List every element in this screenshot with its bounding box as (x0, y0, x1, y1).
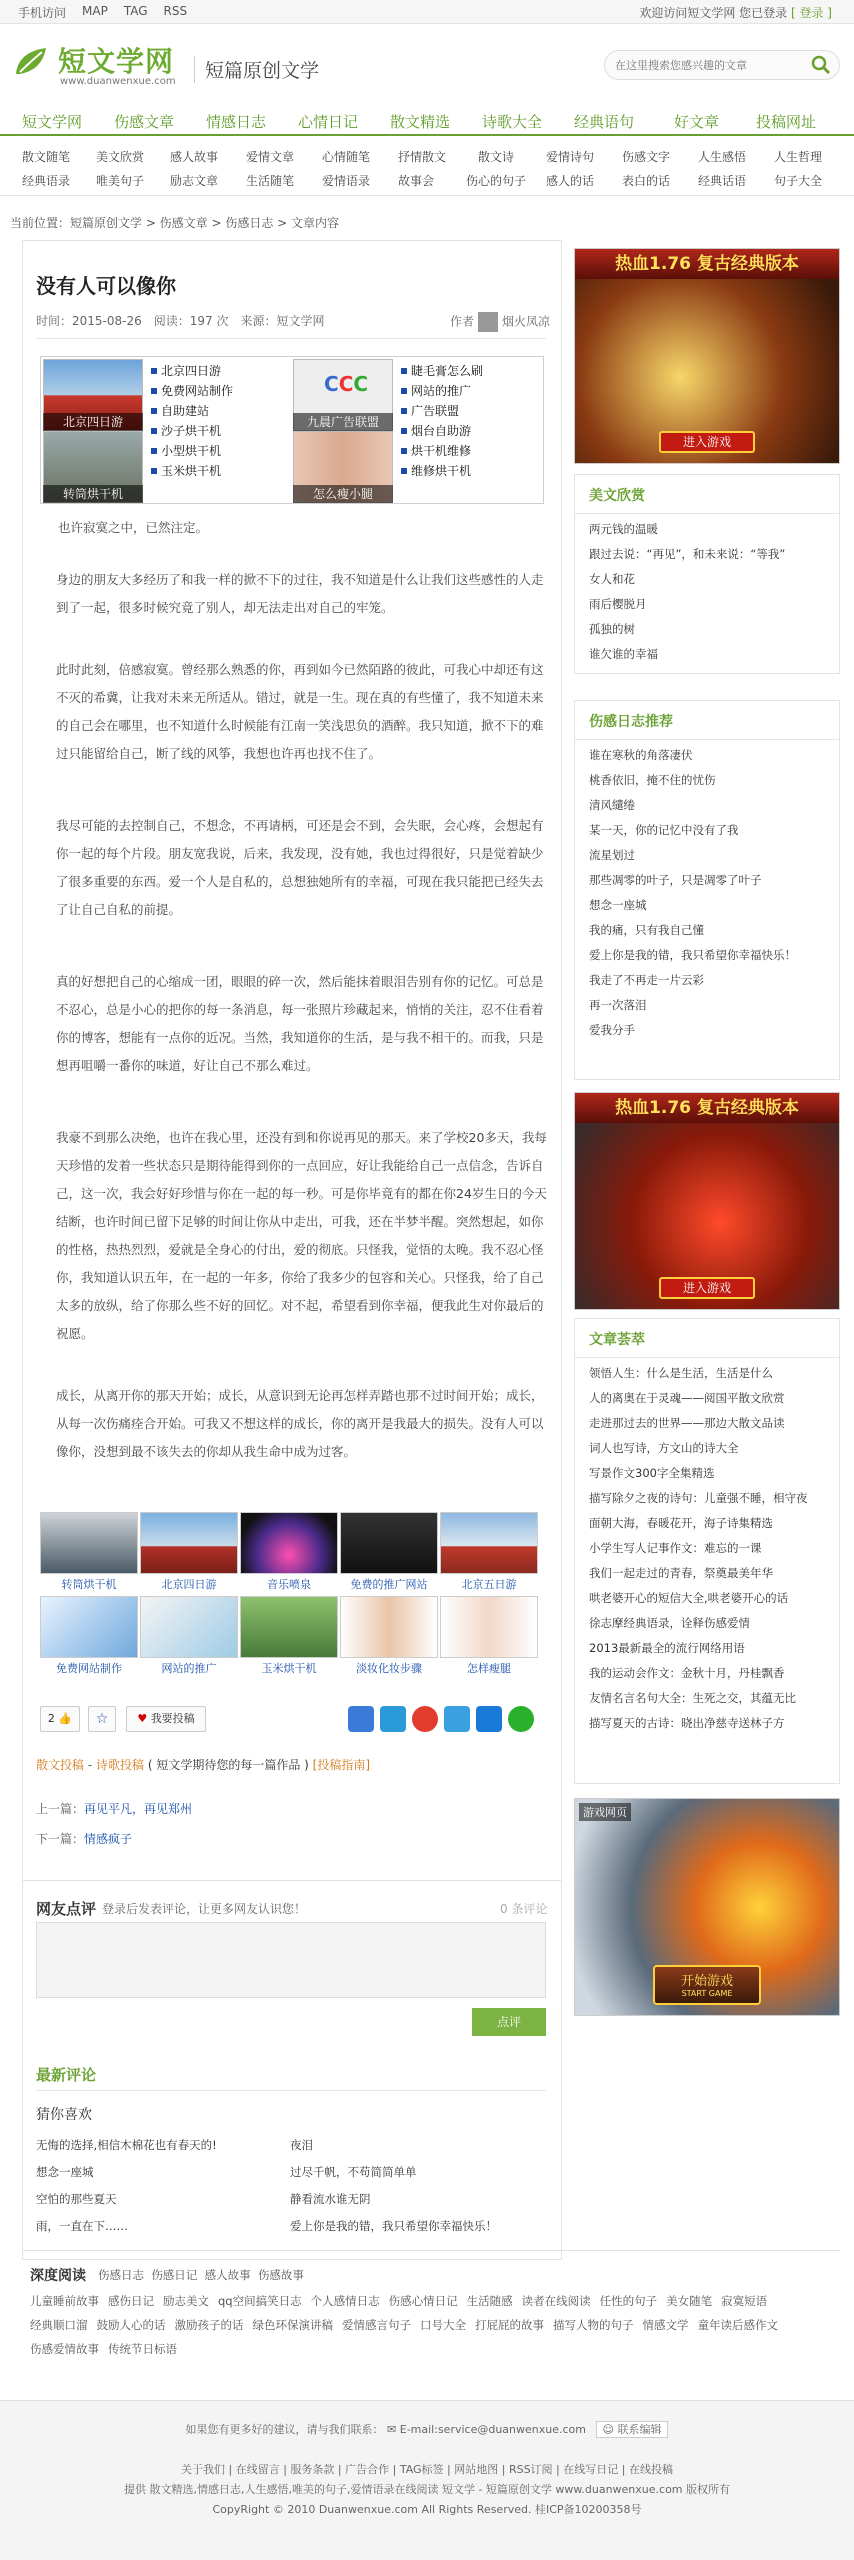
list-item[interactable]: 两元钱的温暖 (589, 522, 658, 536)
ad-links-col-1 (149, 361, 289, 481)
gallery-item[interactable] (440, 1512, 538, 1592)
game-ad-title: 热血1.76 复古经典版本 (575, 249, 839, 279)
nav-item-emotion[interactable]: 情感日志 (206, 113, 267, 131)
ad-link[interactable]: 沙子烘干机 (149, 421, 289, 441)
subnav-item[interactable]: 人生哲理 (774, 150, 823, 164)
article-paragraph: 也许寂寞之中，已然注定。 (58, 520, 209, 535)
deep-row-1 (30, 2293, 767, 2309)
comment-count: 0 条评论 (500, 1902, 548, 1916)
deep-link[interactable]: 口号大全 (420, 2318, 466, 2332)
subnav-item[interactable]: 励志文章 (170, 174, 219, 188)
divider (36, 338, 546, 339)
game-ad-3-label: 游戏网页 (579, 1803, 631, 1821)
gallery-image[interactable] (340, 1512, 438, 1574)
article-title: 没有人可以像你 (36, 274, 176, 298)
list-item[interactable]: 小学生写人记事作文：难忘的一课 (589, 1541, 762, 1555)
sidebar-meiwen-list (589, 517, 785, 667)
subnav-item[interactable]: 唯美句子 (96, 174, 145, 188)
gallery-image[interactable] (40, 1512, 138, 1574)
user-icon: ☺ (602, 2423, 614, 2436)
deep-tag[interactable]: 感人故事 (204, 2268, 251, 2282)
ad-link[interactable]: 烘干机维修 (399, 441, 539, 461)
start-game-label-en: START GAME (681, 1989, 733, 1998)
list-item[interactable]: 爱上你是我的错，我只希望你幸福快乐！ (589, 948, 796, 962)
comment-title: 网友点评 (36, 1900, 97, 1918)
gallery-item[interactable] (40, 1596, 138, 1676)
list-item[interactable]: 我们一起走过的青春，祭奠最美年华 (589, 1566, 773, 1580)
guess-link[interactable]: 想念一座城 (36, 2165, 94, 2179)
prev-article (36, 1794, 192, 1824)
submit-slogan: ( 短文学期待您的每一篇作品 ) (147, 1758, 309, 1772)
subnav-item[interactable]: 爱情诗句 (546, 150, 595, 164)
article-paragraph: 我豪不到那么决绝，也许在我心里，还没有到和你说再见的那天。来了学校20多天，我每天珍惜的发着一些状态只是期待能得到你的一点回应，好让我能给自己一点信念，告诉自己，这一次，我会好好珍惜与你在一起的每一秒。可是你毕竟有的都在你24岁生日的今天结断，也许时间已留下足够的时间让你从中走出，可我，还在半梦半醒。突然想起，如你的性格，热热烈烈，爱就是全身心的付出，爱的彻底。只怪我，觉悟的太晚。我不忍心怪你，我知道认识五年，在一起的一年多，你给了我多少的包容和关心。只怪我，给了自己太多的放纵，给了你那么些不好的回忆。对不起，希望看到你幸福，便我此生对你最后的祝愿。 (56, 1130, 547, 1341)
ad-link[interactable]: 网站的推广 (399, 381, 539, 401)
gallery-item[interactable] (440, 1596, 538, 1676)
search-icon[interactable] (811, 55, 831, 75)
divider (575, 1357, 839, 1358)
deep-link[interactable]: 读者在线阅读 (521, 2294, 591, 2308)
game-ad-title: 热血1.76 复古经典版本 (575, 1093, 839, 1123)
like-button[interactable] (40, 1706, 80, 1732)
submit-guide-link[interactable]: [投稿指南] (312, 1758, 371, 1772)
deep-link[interactable]: 个人感情日志 (310, 2294, 380, 2308)
guess-link[interactable]: 夜泪 (290, 2138, 313, 2152)
deep-reading-title: 深度阅读 (30, 2268, 86, 2284)
gallery-caption[interactable]: 免费网站制作 (56, 1662, 122, 1675)
ad-link[interactable]: 北京四日游 (149, 361, 289, 381)
list-item[interactable]: 面朝大海，春暖花开，海子诗集精选 (589, 1516, 773, 1530)
list-item[interactable]: 2013最新最全的流行网络用语 (589, 1641, 745, 1655)
top-link-rss[interactable]: RSS (163, 4, 188, 18)
gallery-image[interactable] (440, 1596, 538, 1658)
article-author (450, 312, 550, 332)
list-item[interactable]: 孤独的树 (589, 622, 635, 636)
gallery-caption[interactable]: 玉米烘干机 (261, 1662, 317, 1675)
gallery-caption[interactable]: 网站的推广 (161, 1662, 217, 1675)
sidebar-shanggan-list (589, 743, 796, 1043)
ad-caption[interactable]: 怎么瘦小腿 (293, 485, 393, 503)
breadcrumb[interactable]: 当前位置：短篇原创文学 > 伤感文章 > 伤感日志 > 文章内容 (10, 216, 340, 230)
next-article (36, 1824, 192, 1854)
enter-game-button[interactable]: 进入游戏 (659, 1277, 755, 1299)
gallery-image[interactable] (340, 1596, 438, 1658)
share-tencent-icon[interactable] (444, 1706, 470, 1732)
footer-contact-row (0, 2421, 854, 2437)
sidebar-wenxue-title: 文章荟萃 (589, 1332, 645, 1348)
gallery-item[interactable] (240, 1512, 338, 1592)
contact-editor-label: 联系编辑 (617, 2423, 662, 2436)
article-paragraph: 我尽可能的去控制自己，不想念，不再请柄，可还是会不到，会失眠，会心疼，会想起有你一起的每个片段。朋友宽我说，后来，我发现，没有她，我也过得很好，只是觉着缺少了很多重要的东西。爱一个人是自私的，总想独她所有的幸福，可现在我只能把已经失去了让自己自私的前提。 (56, 818, 544, 917)
prev-article-link[interactable]: 再见平凡，再见郑州 (84, 1802, 193, 1816)
gallery-caption[interactable]: 音乐喷泉 (267, 1578, 311, 1591)
deep-link[interactable]: qq空间搞笑日志 (218, 2294, 302, 2308)
divider (575, 513, 839, 514)
heart-icon: ♥ (137, 1712, 148, 1725)
sub-nav-row-1 (0, 146, 854, 168)
logo-url: www.duanwenxue.com (60, 76, 176, 87)
welcome-area (639, 4, 832, 21)
mail-icon: ✉ (387, 2423, 397, 2436)
deep-row-2 (30, 2317, 778, 2333)
list-item[interactable]: 领悟人生：什么是生活，生活是什么 (589, 1366, 773, 1380)
ad-caption[interactable]: 转筒烘干机 (43, 485, 143, 503)
ad-caption[interactable]: 九晨广告联盟 (293, 413, 393, 431)
gallery-item[interactable] (140, 1596, 238, 1676)
nav-item-good[interactable]: 好文章 (674, 113, 720, 131)
deep-row-3 (30, 2341, 177, 2357)
ad-link[interactable]: 烟台自助游 (399, 421, 539, 441)
gallery-image[interactable] (40, 1596, 138, 1658)
share-add-icon[interactable] (348, 1706, 374, 1732)
list-item[interactable]: 我的运动会作文：金秋十月，丹桂飘香 (589, 1666, 785, 1680)
subnav-item[interactable]: 人生感悟 (698, 150, 747, 164)
deep-link[interactable]: 生活随感 (466, 2294, 513, 2308)
nav-item-sad[interactable]: 伤感文章 (114, 113, 175, 131)
game-ad-3[interactable] (574, 1798, 840, 2016)
list-item[interactable]: 某一天，你的记忆中没有了我 (589, 823, 739, 837)
ad-link[interactable]: 自助建站 (149, 401, 289, 421)
game-ad-2[interactable] (574, 1092, 840, 1310)
gallery-caption[interactable]: 北京四日游 (161, 1578, 217, 1591)
subnav-item[interactable]: 故事会 (398, 174, 435, 188)
deep-link[interactable]: 任性的句子 (599, 2294, 658, 2308)
gallery-caption[interactable]: 淡妆化妆步骤 (356, 1662, 422, 1675)
gallery-image[interactable] (240, 1512, 338, 1574)
footer-contact: 如果您有更多好的建议，请与我们联系： (185, 2423, 384, 2436)
list-item[interactable]: 爱我分手 (589, 1023, 635, 1037)
logo-leaf-icon (12, 44, 54, 80)
thumb-up-icon: 👍 (58, 1712, 73, 1725)
subnav-item[interactable]: 经典语录 (22, 174, 71, 188)
divider (575, 739, 839, 740)
top-link-map[interactable]: MAP (82, 4, 108, 18)
prev-next (36, 1794, 192, 1854)
guess-link[interactable]: 无悔的选择,相信木棉花也有春天的! (36, 2138, 217, 2152)
list-item[interactable]: 女人和花 (589, 572, 635, 586)
sub-nav (0, 144, 854, 196)
subnav-item[interactable]: 爱情文章 (246, 150, 295, 164)
footer-desc: 提供 散文精选,情感日志,人生感悟,唯美的句子,爱情语录在线阅读 短文学 - 短篇原创文学 www.duanwenxue.com 版权所有 (123, 2483, 731, 2496)
deep-link[interactable]: 伤感心情日记 (388, 2294, 458, 2308)
latest-comments-title: 最新评论 (36, 2066, 97, 2084)
subnav-item[interactable]: 伤感文字 (622, 150, 671, 164)
comment-tip: 登录后发表评论，让更多网友认识您！ (102, 1902, 307, 1916)
ad-link[interactable]: 维修烘干机 (399, 461, 539, 481)
guess-link[interactable]: 爱上你是我的错，我只希望你幸福快乐！ (290, 2219, 497, 2233)
list-item[interactable]: 清风缱绻 (589, 798, 635, 812)
subnav-item[interactable]: 心情随笔 (322, 150, 371, 164)
guess-link[interactable]: 空怕的那些夏天 (36, 2192, 117, 2206)
ad-links-col-2 (399, 361, 539, 481)
nav-item-quotes[interactable]: 经典语句 (574, 113, 635, 131)
guess-title: 猜你喜欢 (36, 2107, 92, 2123)
ad-box (40, 356, 544, 504)
author-name[interactable]: 烟火凤凉 (502, 314, 551, 329)
gallery-item[interactable] (140, 1512, 238, 1592)
gallery-caption[interactable]: 怎样瘦腿 (467, 1662, 511, 1675)
list-item[interactable]: 我走了不再走一片云彩 (589, 973, 704, 987)
article-meta (36, 312, 325, 329)
start-game-button[interactable] (653, 1965, 761, 2005)
gallery-item[interactable] (240, 1596, 338, 1676)
article-source: 来源：短文学网 (240, 314, 325, 328)
prev-label: 上一篇： (36, 1802, 85, 1816)
article-reads: 阅读：197 次 (153, 314, 229, 328)
enter-game-button[interactable]: 进入游戏 (659, 431, 755, 453)
list-item[interactable]: 那些凋零的叶子，只是凋零了叶子 (589, 873, 762, 887)
poetry-submit-link[interactable]: 诗歌投稿 (95, 1758, 144, 1772)
article-paragraph: 真的好想把自己的心缩成一团，眼眼的碎一次，然后能抹着眼泪告别有你的记忆。可总是不忍心，总是小心的把你的每一条消息，每一张照片珍藏起来，悄悄的关注，忍不住看着你的博客，想能有一点你的近况。当然，我知道你的生活，是与我不相干的。而我，只是想再咀嚼一番你的味道，好让自己不那么难过。 (56, 974, 544, 1073)
ad-link[interactable]: 小型烘干机 (149, 441, 289, 461)
nav-item-submit[interactable]: 投稿网址 (756, 113, 817, 131)
ad-link[interactable]: 玉米烘干机 (149, 461, 289, 481)
article-time: 时间：2015-08-26 (36, 314, 142, 328)
list-item[interactable]: 哄老婆开心的短信大全,哄老婆开心的话 (589, 1591, 789, 1605)
list-item[interactable]: 描写夏天的古诗：晓出净慈寺送林子方 (589, 1716, 785, 1730)
subnav-item[interactable]: 抒情散文 (398, 150, 447, 164)
contact-editor-button[interactable] (596, 2421, 669, 2438)
gallery-caption[interactable]: 免费的推广网站 (350, 1578, 428, 1591)
deep-tag[interactable]: 伤感日记 (151, 2268, 198, 2282)
deep-reading (22, 2250, 840, 2360)
deep-tag[interactable]: 伤感日志 (98, 2268, 144, 2282)
ad-logo-text: CCC (324, 372, 369, 396)
submit-article-button[interactable] (126, 1706, 206, 1732)
search-box (604, 50, 840, 80)
ad-link[interactable]: 广告联盟 (399, 401, 539, 421)
top-link-mobile[interactable]: 手机访问 (18, 6, 67, 20)
list-item[interactable]: 雨后樱脱月 (589, 597, 647, 611)
next-label: 下一篇： (36, 1832, 85, 1846)
subnav-item[interactable]: 经典话语 (698, 174, 747, 188)
deep-reading-tags (98, 2267, 304, 2283)
share-weibo-icon[interactable] (412, 1706, 438, 1732)
start-game-label: 开始游戏 (680, 1974, 733, 1989)
gallery-image[interactable] (240, 1596, 338, 1658)
subnav-item[interactable]: 爱情语录 (322, 174, 371, 188)
submit-links: 散文投稿 - 诗歌投稿 ( 短文学期待您的每一篇作品 ) [投稿指南] (36, 1758, 371, 1772)
deep-link[interactable]: 绿色环保演讲稿 (252, 2318, 333, 2332)
sidebar-meiwen (574, 474, 840, 674)
list-item[interactable]: 跟过去说：“再见”，和未来说：“等我” (589, 547, 786, 561)
list-item[interactable]: 流星划过 (589, 848, 635, 862)
deep-link[interactable]: 描写人物的句子 (553, 2318, 634, 2332)
sub-nav-row-2 (0, 170, 854, 192)
ad-link[interactable]: 免费网站制作 (149, 381, 289, 401)
ad-caption[interactable]: 北京四日游 (43, 413, 143, 431)
subnav-item[interactable]: 表白的话 (622, 174, 671, 188)
share-qzone-icon[interactable] (380, 1706, 406, 1732)
submit-article-label: 我要投稿 (150, 1712, 195, 1725)
gallery-item[interactable] (340, 1596, 438, 1676)
deep-link[interactable]: 鼓励人心的话 (96, 2318, 166, 2332)
main-nav (0, 106, 854, 136)
list-item[interactable]: 徐志摩经典语录，诠释伤感爱情 (589, 1616, 750, 1630)
subnav-item[interactable]: 伤心的句子 (466, 174, 527, 188)
top-bar (0, 0, 854, 24)
deep-link[interactable]: 情感文学 (642, 2318, 689, 2332)
comment-submit-button[interactable]: 点评 (472, 2008, 546, 2036)
gallery-item[interactable] (340, 1512, 438, 1592)
nav-item-diary[interactable]: 心情日记 (298, 113, 359, 131)
list-item[interactable]: 谁在寒秋的角落凄伏 (589, 748, 693, 762)
ad-link[interactable]: 睫毛膏怎么刷 (399, 361, 539, 381)
deep-tag[interactable]: 伤感故事 (257, 2268, 304, 2282)
sidebar-wenxue-list (589, 1361, 833, 1736)
list-item[interactable]: 人的离奥在于灵魂——阅国平散文欣赏 (589, 1391, 785, 1405)
gallery-image[interactable] (140, 1512, 238, 1574)
gallery-caption[interactable]: 转筒烘干机 (61, 1578, 117, 1591)
sidebar-meiwen-title: 美文欣赏 (589, 488, 645, 504)
deep-link[interactable]: 寂寞短语 (721, 2294, 768, 2308)
deep-link[interactable]: 感伤日记 (108, 2294, 154, 2308)
nav-item-prose[interactable]: 散文精选 (390, 113, 451, 131)
game-ad-1[interactable] (574, 248, 840, 464)
footer-links[interactable]: 关于我们 | 在线留言 | 服务条款 | 广告合作 | TAG标签 | 网站地图 | RSS订阅 | 在线写日记 | 在线投稿 (181, 2463, 673, 2476)
gallery-item[interactable] (40, 1512, 138, 1592)
list-item[interactable]: 友情名言名句大全：生死之交，其蕴无比 (589, 1691, 796, 1705)
top-link-tag[interactable]: TAG (123, 4, 148, 18)
subnav-item[interactable]: 句子大全 (774, 174, 823, 188)
list-item[interactable]: 走进那过去的世界——那边大散文品读 (589, 1416, 785, 1430)
deep-link[interactable]: 激励孩子的话 (174, 2318, 244, 2332)
gallery-image[interactable] (140, 1596, 238, 1658)
divider (36, 2090, 546, 2091)
subnav-item[interactable]: 感人故事 (170, 150, 219, 164)
deep-link[interactable]: 爱情感言句子 (342, 2318, 411, 2332)
logo-slogan: 短篇原创文学 (194, 56, 319, 83)
deep-link[interactable]: 励志美文 (163, 2294, 209, 2308)
sidebar-shanggan (574, 700, 840, 1080)
guess-link[interactable]: 过尽千帆，不苟简简单单 (290, 2165, 417, 2179)
footer-copyright: CopyRight © 2010 Duanwenxue.com All Rights Reserved. 桂ICP备10200358号 (212, 2503, 642, 2516)
deep-link[interactable]: 传统节日标语 (108, 2342, 177, 2356)
nav-item-poetry[interactable]: 诗歌大全 (482, 113, 543, 131)
top-links (18, 4, 187, 21)
guess-list-left (36, 2132, 276, 2240)
article-paragraph: 成长，从离开你的那天开始；成长，从意识到无论再怎样弄踏也那不过时间开始；成长，从每一次伤痛痊合开始。可我又不想这样的成长，你的离开是我最大的损失。没有人可以像你，没想到最不该失去的你却从我生命中成为过客。 (56, 1388, 544, 1459)
author-label: 作者 (450, 314, 475, 329)
list-item[interactable]: 我的痛，只有我自己懂 (589, 923, 704, 937)
guess-link[interactable]: 静看流水谁无阴 (290, 2192, 371, 2206)
like-count: 2 (47, 1712, 55, 1725)
avatar[interactable] (478, 312, 498, 332)
guess-link[interactable]: 雨，一直在下…… (36, 2219, 128, 2233)
deep-link[interactable]: 经典顺口溜 (30, 2318, 88, 2332)
gallery-caption[interactable]: 北京五日游 (461, 1578, 517, 1591)
logo-title[interactable]: 短文学网 (58, 45, 175, 78)
list-item[interactable]: 再一次落泪 (589, 998, 647, 1012)
search-input[interactable] (615, 57, 805, 73)
subnav-item[interactable]: 散文诗 (478, 150, 515, 164)
article-paragraph: 身边的朋友大多经历了和我一样的掀不下的过往，我不知道是什么让我们这些感性的人走到了一起，很多时候究竟了别人，却无法走出对自己的牢笼。 (56, 572, 544, 615)
share-renren-icon[interactable] (476, 1706, 502, 1732)
list-item[interactable]: 写景作文300字全集精选 (589, 1466, 715, 1480)
subnav-item[interactable]: 散文随笔 (22, 150, 71, 164)
next-article-link[interactable]: 情感疯子 (84, 1832, 133, 1846)
article-paragraph: 此时此刻，倍感寂寞。曾经那么熟悉的你，再到如今已然陌路的彼此，可我心中却还有这不灭的希冀，让我对未来无所适从。错过，就是一生。现在真的有些懂了，我不知道未来的自己会在哪里，也不知道什么时候能有江南一笑浅思负的酒醉。我只知道，掀不下的难过只能留给自己，断了线的风筝，我想也许再也找不住了。 (56, 662, 544, 761)
deep-link[interactable]: 打屁屁的故事 (475, 2318, 544, 2332)
welcome-text: 欢迎访问短文学网 您已登录 (639, 6, 788, 20)
share-wechat-icon[interactable] (508, 1706, 534, 1732)
deep-link[interactable]: 童年读后感作文 (697, 2318, 778, 2332)
login-link[interactable]: [ 登录 ] (791, 6, 832, 20)
deep-link[interactable]: 美女随笔 (666, 2294, 713, 2308)
list-item[interactable]: 词人也写诗，方文山的诗大全 (589, 1441, 739, 1455)
prose-submit-link[interactable]: 散文投稿 (36, 1758, 85, 1772)
subnav-item[interactable]: 感人的话 (546, 174, 595, 188)
image-gallery (40, 1512, 540, 1688)
footer-email[interactable]: E-mail:service@duanwenxue.com (399, 2423, 586, 2436)
list-item[interactable]: 桃香依旧，掩不住的忧伤 (589, 773, 716, 787)
sidebar-wenxue (574, 1318, 840, 1784)
list-item[interactable]: 描写除夕之夜的诗句：儿童强不睡，相守夜 (589, 1491, 808, 1505)
deep-link[interactable]: 伤感爱情故事 (30, 2342, 99, 2356)
footer (0, 2400, 854, 2560)
article-actions (40, 1706, 540, 1736)
sidebar-shanggan-title: 伤感日志推荐 (589, 714, 673, 730)
list-item[interactable]: 想念一座城 (589, 898, 647, 912)
gallery-image[interactable] (440, 1512, 538, 1574)
comment-textarea[interactable] (36, 1922, 546, 1998)
nav-item-home[interactable]: 短文学网 (22, 113, 83, 131)
guess-list-right (290, 2132, 546, 2240)
deep-link[interactable]: 儿童睡前故事 (30, 2294, 99, 2308)
subnav-item[interactable]: 美文欣赏 (96, 150, 145, 164)
subnav-item[interactable]: 生活随笔 (246, 174, 295, 188)
list-item[interactable]: 谁欠谁的幸福 (589, 647, 658, 661)
favorite-button[interactable]: ☆ (88, 1706, 116, 1732)
